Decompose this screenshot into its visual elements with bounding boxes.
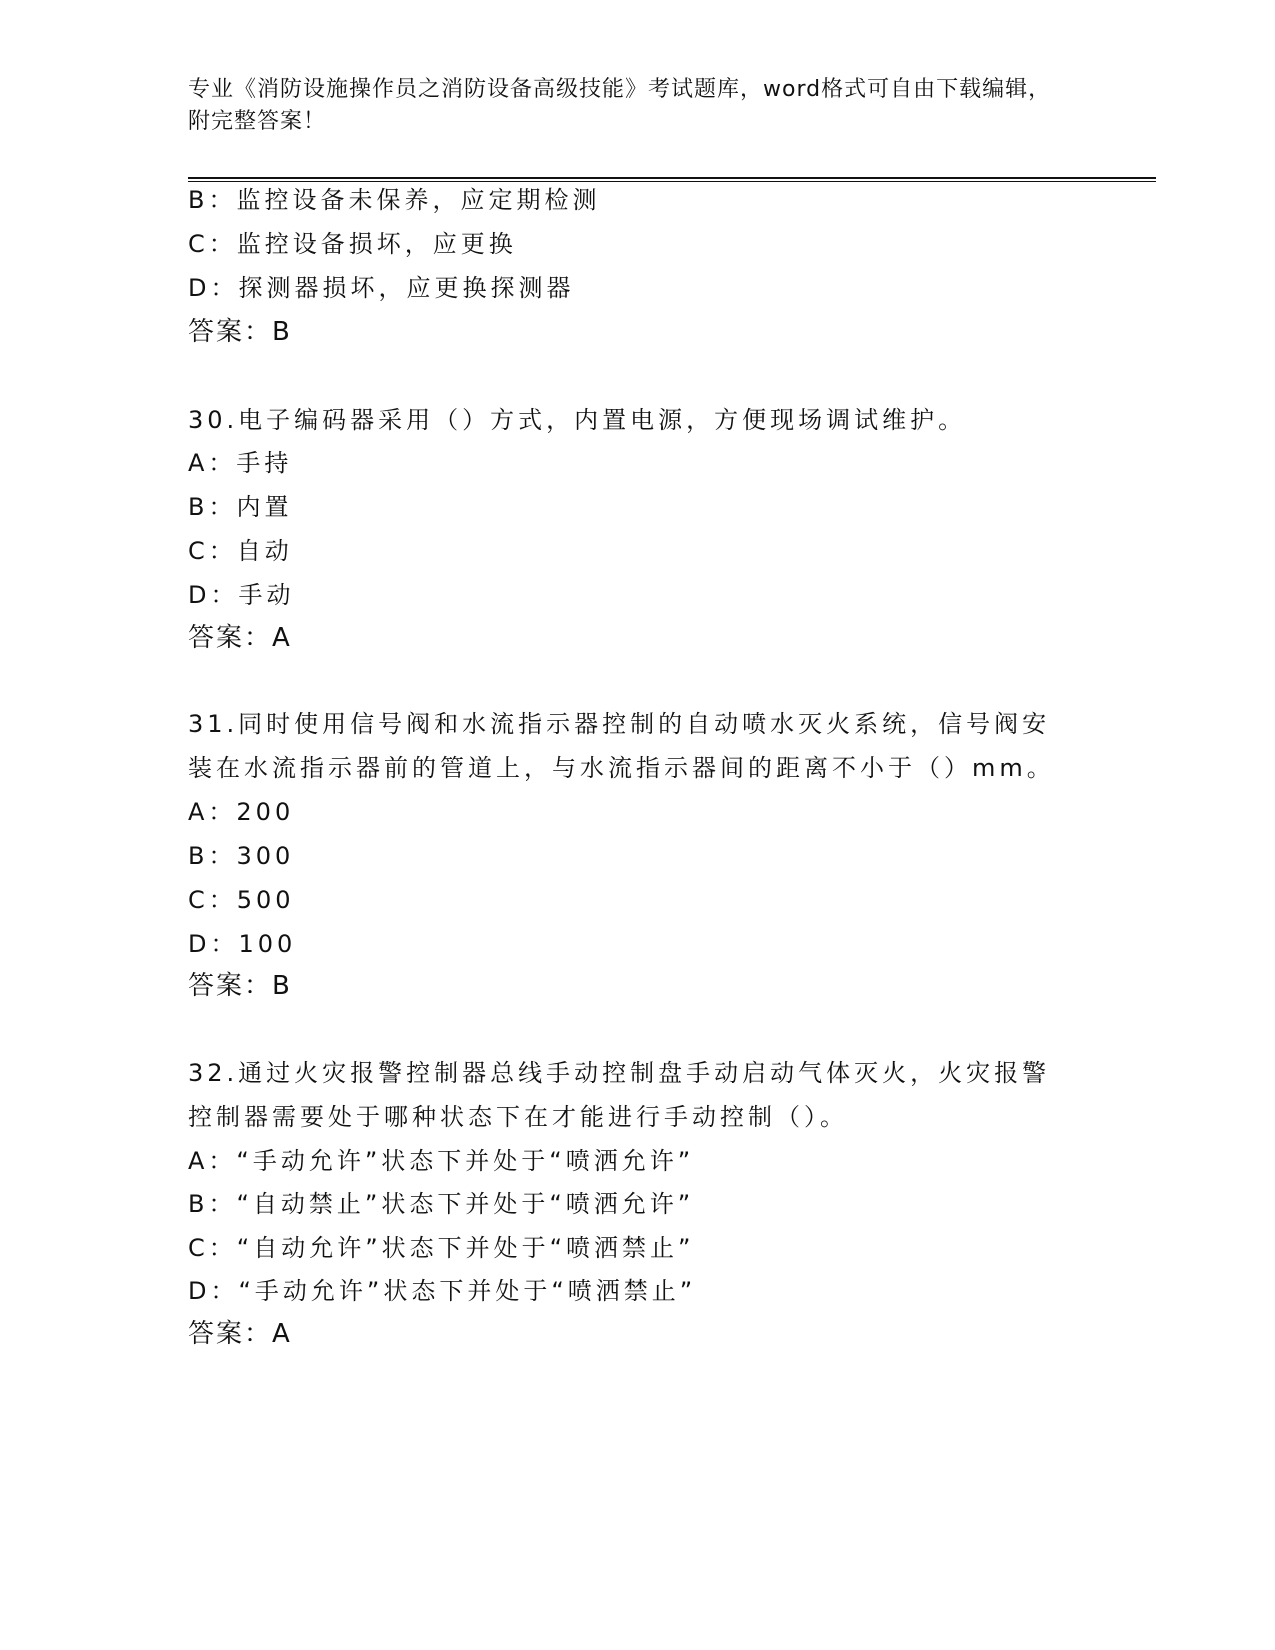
q30-stem: 30.电子编码器采用（）方式，内置电源，方便现场调试维护。	[188, 406, 967, 434]
q29-answer: 答案：B	[188, 317, 292, 347]
q29-option-b: B：监控设备未保养，应定期检测	[188, 186, 601, 214]
q32-option-a: A：“手动允许”状态下并处于“喷洒允许”	[188, 1147, 695, 1175]
q31-stem-line1: 31.同时使用信号阀和水流指示器控制的自动喷水灭火系统，信号阀安	[188, 710, 1051, 738]
q31-option-c: C：500	[188, 886, 295, 914]
q31-answer: 答案：B	[188, 971, 292, 1001]
q30-option-d: D：手动	[188, 581, 295, 609]
q29-option-c: C：监控设备损坏，应更换	[188, 230, 517, 258]
q30-option-a: A：手持	[188, 449, 293, 477]
q32-stem-line2: 控制器需要处于哪种状态下在才能进行手动控制（）。	[188, 1103, 848, 1131]
q32-option-c: C：“自动允许”状态下并处于“喷洒禁止”	[188, 1234, 695, 1262]
q30-option-c: C：自动	[188, 537, 293, 565]
q29-option-d: D：探测器损坏，应更换探测器	[188, 274, 575, 302]
q32-answer: 答案：A	[188, 1319, 292, 1349]
header-divider-thin	[188, 181, 1156, 182]
q32-option-d: D：“手动允许”状态下并处于“喷洒禁止”	[188, 1277, 697, 1305]
q30-answer: 答案：A	[188, 623, 292, 653]
q31-stem-line2: 装在水流指示器前的管道上，与水流指示器间的距离不小于（）mm。	[188, 754, 1055, 782]
q31-option-a: A：200	[188, 798, 295, 826]
q31-option-b: B：300	[188, 842, 295, 870]
document-header: 专业《消防设施操作员之消防设备高级技能》考试题库，word格式可自由下载编辑，附完整答案！	[188, 77, 1052, 134]
header-divider-thick	[188, 177, 1156, 179]
q32-stem-line1: 32.通过火灾报警控制器总线手动控制盘手动启动气体灭火，火灾报警	[188, 1059, 1051, 1087]
q30-option-b: B：内置	[188, 493, 293, 521]
q32-option-b: B：“自动禁止”状态下并处于“喷洒允许”	[188, 1190, 695, 1218]
q31-option-d: D：100	[188, 930, 297, 958]
